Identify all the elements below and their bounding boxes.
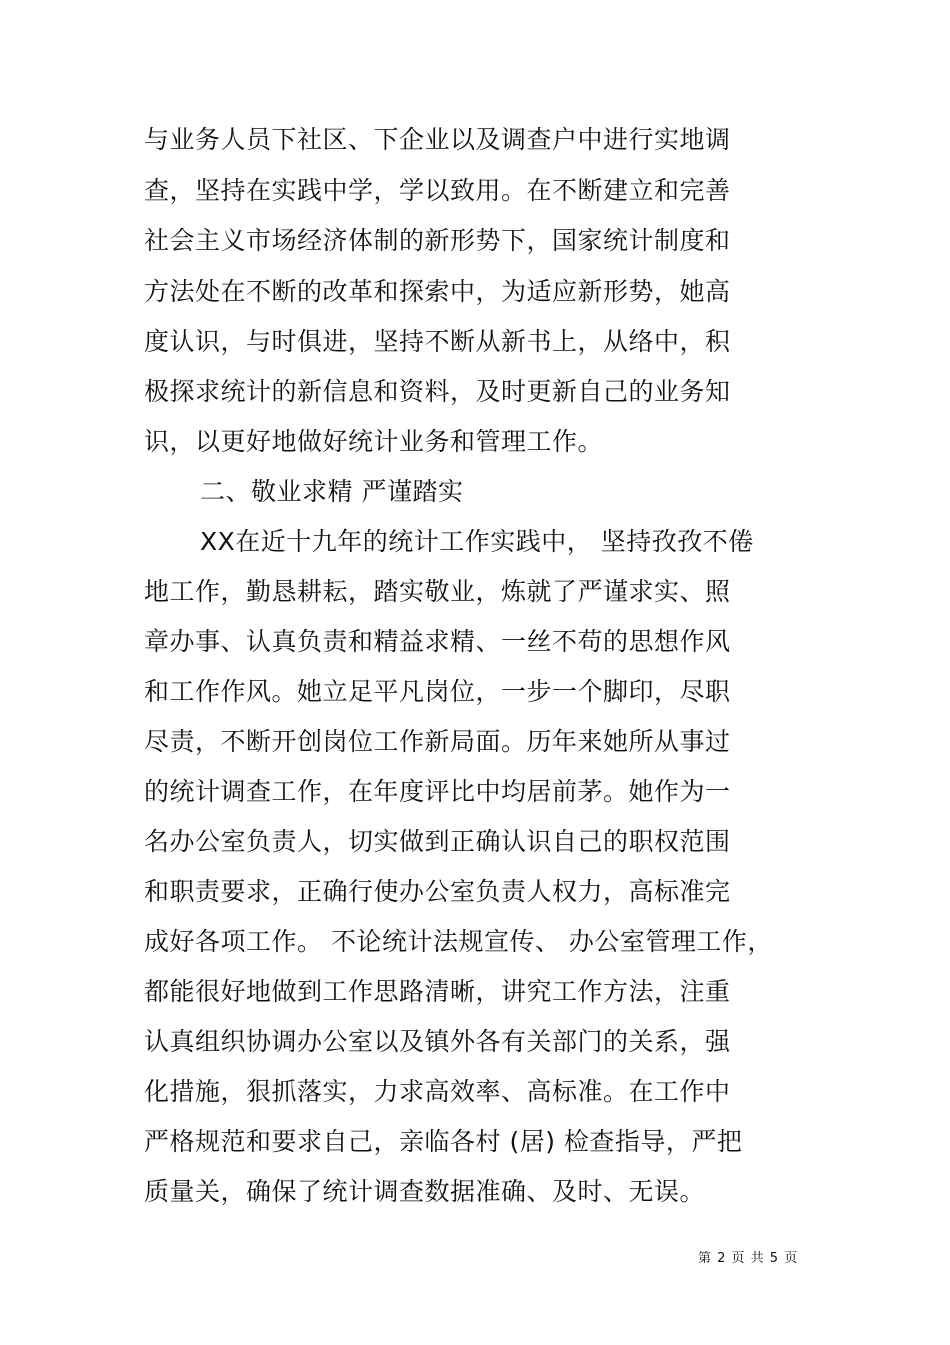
body-text-line: 名办公室负责人，切实做到正确认识自己的职权范围 xyxy=(144,827,731,856)
body-text-line: 地工作，勤恳耕耘，踏实敬业，炼就了严谨求实、照 xyxy=(144,577,731,606)
body-text-line: 度认识，与时俱进，坚持不断从新书上，从络中，积 xyxy=(144,327,731,356)
body-text-line: 尽责，不断开创岗位工作新局面。历年来她所从事过 xyxy=(144,727,731,756)
body-text-line: 和工作作风。她立足平凡岗位，一步一个脚印，尽职 xyxy=(144,677,731,706)
page-number-footer: 第 2 页 共 5 页 xyxy=(698,1251,799,1266)
body-text-line: 查，坚持在实践中学，学以致用。在不断建立和完善 xyxy=(144,176,731,205)
body-text-line: 章办事、认真负责和精益求精、一丝不苟的思想作风 xyxy=(144,627,731,656)
body-text-line: 的统计调查工作，在年度评比中均居前茅。她作为一 xyxy=(144,777,731,806)
body-text-line: 化措施，狠抓落实，力求高效率、高标准。在工作中 xyxy=(144,1077,731,1106)
body-text-line: 与业务人员下社区、下企业以及调查户中进行实地调 xyxy=(144,125,731,154)
body-text-line: 质量关，确保了统计调查数据准确、及时、无误。 xyxy=(144,1177,706,1206)
body-text-line: 都能很好地做到工作思路清晰，讲究工作方法，注重 xyxy=(144,977,731,1006)
body-text-line: 方法处在不断的改革和探索中，为适应新形势，她高 xyxy=(144,277,731,306)
body-text-line: 严格规范和要求自己，亲临各村 (居) 检查指导，严把 xyxy=(144,1127,743,1156)
body-text-line: 成好各项工作。 不论统计法规宣传、 办公室管理工作， xyxy=(144,927,773,956)
section-heading: 二、敬业求精 严谨踏实 xyxy=(200,477,464,506)
body-text-line: 极探求统计的新信息和资料，及时更新自己的业务知 xyxy=(144,377,731,406)
body-text-line: XX在近十九年的统计工作实践中， 坚持孜孜不倦 xyxy=(200,527,754,556)
body-text-line: 识，以更好地做好统计业务和管理工作。 xyxy=(144,427,604,456)
body-text-line: 认真组织协调办公室以及镇外各有关部门的关系，强 xyxy=(144,1027,731,1056)
body-text-line: 社会主义市场经济体制的新形势下，国家统计制度和 xyxy=(144,226,731,255)
body-text-line: 和职责要求，正确行使办公室负责人权力，高标准完 xyxy=(144,877,731,906)
